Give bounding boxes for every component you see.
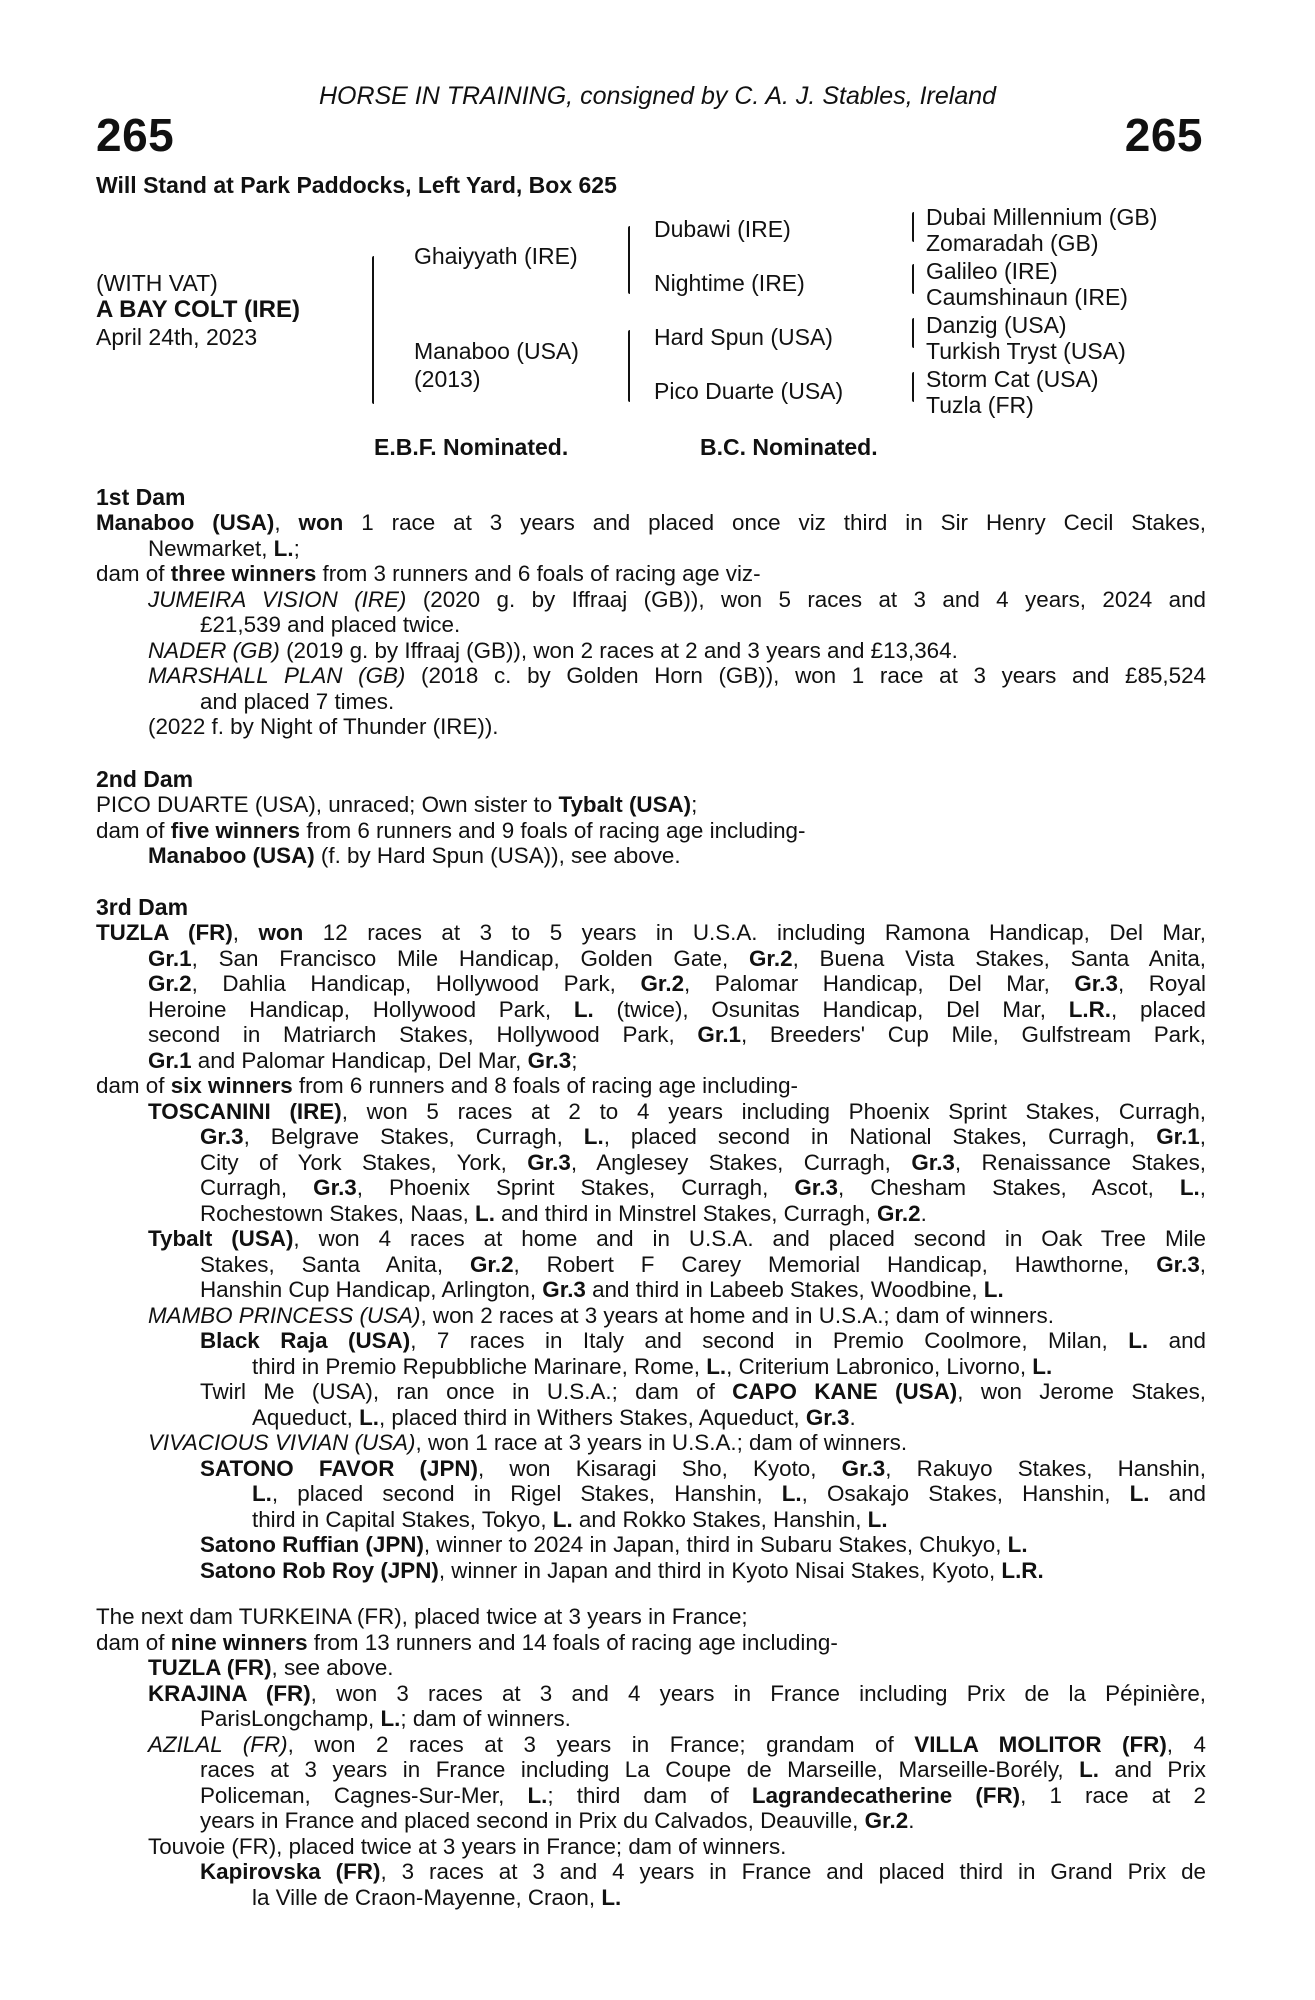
text-run: . <box>920 1200 927 1226</box>
text-run: Gr.3 <box>1156 1251 1200 1277</box>
stand-info: Will Stand at Park Paddocks, Left Yard, Box 625 <box>96 172 617 198</box>
pedigree-brace-g3 <box>912 318 914 348</box>
text-run: , winner in Japan and third in Kyoto Nisai Stakes, Kyoto, <box>438 1557 1002 1583</box>
pedigree-brace-g1 <box>912 212 914 242</box>
section-title: 3rd Dam <box>96 894 189 920</box>
text-line <box>96 1558 1206 1584</box>
text-run: KRAJINA (FR) <box>148 1680 311 1706</box>
text-run: , <box>1199 1124 1206 1149</box>
text-line <box>96 843 1206 869</box>
text-line <box>96 1226 1206 1252</box>
ebf-nomination: E.B.F. Nominated. <box>374 434 569 460</box>
text-run: second in Matriarch Stakes, Hollywood Park, <box>148 1022 698 1047</box>
text-run: L. <box>527 1782 548 1808</box>
text-run: Gr.2 <box>864 1808 909 1833</box>
text-run: CAPO KANE (USA) <box>732 1379 958 1404</box>
text-run: , placed third in Withers Stakes, Aqueduct, <box>378 1404 806 1430</box>
text-run: L. <box>983 1277 1004 1302</box>
text-run: Tybalt (USA) <box>148 1226 294 1251</box>
text-run: TOSCANINI (IRE) <box>148 1098 342 1124</box>
text-run: and third in Minstrel Stakes, Curragh, <box>494 1200 878 1226</box>
text-run: Gr.1 <box>148 945 192 971</box>
text-run: dam of <box>96 817 171 843</box>
text-run: , won Jerome Stakes, <box>957 1379 1206 1404</box>
text-run: Gr.3 <box>841 1455 886 1481</box>
text-run: L. <box>583 1124 604 1149</box>
text-run: L. <box>252 1481 272 1506</box>
text-run: , Buena Vista Stakes, Santa Anita, <box>792 945 1206 971</box>
text-run: , winner to 2024 in Japan, third in Subaru Stakes, Chukyo, <box>423 1532 1008 1557</box>
text-line <box>96 714 1206 740</box>
text-run: races at 3 years in France including La Coupe de Marseille, Marseille-Borély, <box>200 1757 1080 1782</box>
text-run: Gr.3 <box>1074 971 1118 996</box>
text-run: Gr.3 <box>805 1404 850 1430</box>
text-line <box>96 792 1206 818</box>
text-run: nine winners <box>170 1629 308 1655</box>
text-run: L. <box>1128 1328 1149 1353</box>
text-run: , won 4 races at home and in U.S.A. and placed second in Oak Tree Mile <box>293 1226 1206 1251</box>
text-run: won <box>258 920 304 945</box>
text-run: Gr.3 <box>527 1047 572 1073</box>
text-run: , Belgrave Stakes, Curragh, <box>243 1124 584 1149</box>
text-line <box>96 1150 1206 1176</box>
text-run: L. <box>573 996 594 1022</box>
text-run: , placed second in Rigel Stakes, Hanshin, <box>271 1481 782 1506</box>
ancestor-1: Dubai Millennium (GB) <box>926 204 1158 230</box>
text-run: AZILAL (FR) <box>148 1731 288 1757</box>
text-run: VIVACIOUS VIVIAN (USA) <box>148 1430 416 1455</box>
text-run: Manaboo (USA) <box>148 843 315 868</box>
text-run: . <box>849 1404 856 1430</box>
text-run: and placed 7 times. <box>200 688 395 714</box>
text-run: Gr.3 <box>542 1277 586 1302</box>
text-run: , Osakajo Stakes, Hanshin, <box>801 1481 1130 1506</box>
sire-dam: Nightime (IRE) <box>654 270 805 296</box>
text-run: L. <box>781 1481 802 1506</box>
text-run: Gr.3 <box>794 1175 838 1200</box>
text-line <box>96 1630 1206 1656</box>
ancestor-4: Caumshinaun (IRE) <box>926 284 1128 310</box>
text-run: Satono Ruffian (JPN) <box>200 1532 424 1557</box>
text-run: L. <box>1129 1481 1150 1506</box>
text-line <box>96 1252 1206 1278</box>
text-run: , placed second in National Stakes, Curragh, <box>603 1124 1157 1149</box>
text-run: L. <box>1079 1757 1100 1782</box>
text-run: , 3 races at 3 and 4 years in France and placed third in Grand Prix de <box>380 1859 1206 1884</box>
sire-sire: Dubawi (IRE) <box>654 216 791 242</box>
lot-number-left: 265 <box>96 109 175 161</box>
ancestor-2: Zomaradah (GB) <box>926 230 1099 256</box>
text-line <box>96 1604 1206 1630</box>
dam-dam: Pico Duarte (USA) <box>654 378 844 404</box>
text-run: SATONO FAVOR (JPN) <box>200 1455 479 1481</box>
text-line <box>96 997 1206 1023</box>
pedigree-brace-sire <box>628 226 630 294</box>
text-run: , 4 <box>1166 1731 1206 1757</box>
text-line <box>96 1175 1206 1201</box>
text-run: , San Francisco Mile Handicap, Golden Gate, <box>191 945 749 971</box>
text-run: , Renaissance Stakes, <box>954 1149 1206 1175</box>
text-run: TUZLA (FR) <box>96 920 233 945</box>
text-run: , Anglesey Stakes, Curragh, <box>570 1149 912 1175</box>
text-run: Curragh, <box>200 1175 314 1200</box>
text-line <box>96 1124 1206 1150</box>
text-run: and Palomar Handicap, Del Mar, <box>191 1047 528 1073</box>
section-title: 2nd Dam <box>96 766 194 792</box>
text-line <box>96 1757 1206 1783</box>
text-line <box>96 1834 1206 1860</box>
text-line <box>96 1379 1206 1405</box>
text-run: years in France and placed second in Prix du Calvados, Deauville, <box>200 1808 865 1833</box>
text-run: ; <box>293 535 300 561</box>
text-run: , <box>1199 1251 1206 1277</box>
text-line <box>96 612 1206 638</box>
text-run: from 13 runners and 14 foals of racing age including- <box>307 1629 838 1655</box>
section-next-dam <box>96 1604 1206 1910</box>
text-run: Gr.1 <box>148 1047 192 1073</box>
text-run: VILLA MOLITOR (FR) <box>914 1731 1167 1757</box>
text-run: L. <box>273 535 294 561</box>
text-run: Twirl Me (USA), ran once in U.S.A.; dam of <box>200 1379 733 1404</box>
text-run: ; third dam of <box>547 1782 752 1808</box>
text-run: Heroine Handicap, Hollywood Park, <box>148 996 574 1022</box>
pedigree-brace-g4 <box>912 372 914 402</box>
dam-name: Manaboo (USA) <box>414 338 579 364</box>
text-run: (2018 c. by Golden Horn (GB)), won 1 race at 3 years and £85,524 <box>405 663 1206 688</box>
text-run: L. <box>601 1884 622 1910</box>
text-run: Hanshin Cup Handicap, Arlington, <box>200 1277 543 1302</box>
ancestor-3: Galileo (IRE) <box>926 258 1058 284</box>
section-title: 1st Dam <box>96 484 186 510</box>
text-run: , Palomar Handicap, Del Mar, <box>684 971 1075 996</box>
text-run: , won 2 races at 3 years at home and in U.S.A.; dam of winners. <box>420 1302 1054 1328</box>
text-run: L. <box>359 1404 379 1430</box>
text-run: , won 2 races at 3 years in France; grandam of <box>287 1731 915 1757</box>
text-run: The next dam TURKEINA (FR), placed twice at 3 years in France; <box>96 1604 748 1629</box>
text-run: and Rokko Stakes, Hanshin, <box>572 1506 868 1532</box>
lot-number-right: 265 <box>1124 109 1203 161</box>
text-run: from 3 runners and 6 foals of racing age viz- <box>316 561 761 586</box>
text-line <box>96 1048 1206 1074</box>
text-run: , Dahlia Handicap, Hollywood Park, <box>191 971 641 996</box>
text-run: dam of <box>96 561 171 586</box>
bc-nomination: B.C. Nominated. <box>700 434 878 460</box>
text-run: Gr.2 <box>148 971 192 996</box>
section-body <box>96 510 1206 740</box>
text-run: ; <box>571 1047 578 1073</box>
text-line <box>96 1201 1206 1227</box>
text-run: Stakes, Santa Anita, <box>200 1251 470 1277</box>
text-run: Black Raja (USA) <box>200 1328 411 1353</box>
text-run: Gr.2 <box>748 945 793 971</box>
text-run: from 6 runners and 8 foals of racing age including- <box>292 1073 798 1098</box>
section-body <box>96 1604 1206 1910</box>
text-run: Gr.2 <box>640 971 685 996</box>
text-run: Gr.2 <box>469 1251 514 1277</box>
text-run: Gr.3 <box>527 1149 571 1175</box>
text-line <box>96 689 1206 715</box>
text-run: (2022 f. by Night of Thunder (IRE)). <box>148 714 499 739</box>
text-run: PICO DUARTE (USA), unraced; Own sister to <box>96 792 559 817</box>
text-line <box>96 1303 1206 1329</box>
text-run: , <box>232 920 259 945</box>
text-run: L.R. <box>1068 996 1112 1022</box>
text-run: L. <box>1032 1353 1053 1379</box>
text-run: , 7 races in Italy and second in Premio Coolmore, Milan, <box>410 1328 1129 1353</box>
text-run: Gr.3 <box>200 1124 244 1149</box>
text-run: , Criterium Labronico, Livorno, <box>726 1353 1033 1379</box>
text-run: L. <box>475 1200 495 1226</box>
text-run: Gr.3 <box>911 1149 955 1175</box>
text-run: and third in Labeeb Stakes, Woodbine, <box>585 1277 984 1302</box>
text-run: (2019 g. by Iffraaj (GB)), won 2 races at 2 and 3 years and £13,364. <box>279 637 958 663</box>
text-line <box>96 638 1206 664</box>
text-run: , Phoenix Sprint Stakes, Curragh, <box>356 1175 795 1200</box>
text-run: , Rakuyo Stakes, Hanshin, <box>885 1455 1206 1481</box>
text-run: , Royal <box>1117 971 1206 996</box>
text-line <box>96 1532 1206 1558</box>
text-run: Gr.1 <box>697 1022 741 1047</box>
text-line <box>96 1706 1206 1732</box>
text-line <box>96 587 1206 613</box>
text-line <box>96 561 1206 587</box>
text-line <box>96 1681 1206 1707</box>
text-run: Satono Rob Roy (JPN) <box>200 1557 439 1583</box>
text-line <box>96 1859 1206 1885</box>
text-line <box>96 1808 1206 1834</box>
dam-year: (2013) <box>414 366 481 392</box>
text-run: L. <box>706 1353 727 1379</box>
section-3rd-dam <box>96 894 1206 1583</box>
text-run: , <box>274 510 299 535</box>
text-run: from 6 runners and 9 foals of racing age including- <box>300 817 806 843</box>
section-body <box>96 920 1206 1583</box>
text-run: dam of <box>96 1073 171 1098</box>
text-run: and <box>1149 1481 1206 1506</box>
text-run: MARSHALL PLAN (GB) <box>148 663 406 688</box>
text-run: L.R. <box>1001 1557 1044 1583</box>
text-run: , 1 race at 2 <box>1020 1782 1206 1808</box>
text-line <box>96 1430 1206 1456</box>
text-run: MAMBO PRINCESS (USA) <box>148 1302 421 1328</box>
text-run: (twice), Osunitas Handicap, Del Mar, <box>593 996 1069 1022</box>
text-run: Manaboo (USA) <box>96 510 275 535</box>
ancestor-5: Danzig (USA) <box>926 312 1067 338</box>
text-run: TUZLA (FR) <box>148 1655 272 1680</box>
text-run: Newmarket, <box>148 535 274 561</box>
text-run: (f. by Hard Spun (USA)), see above. <box>314 843 681 868</box>
text-run: City of York Stakes, York, <box>200 1149 528 1175</box>
text-run: Gr.2 <box>877 1200 921 1226</box>
text-run: L. <box>1179 1175 1200 1200</box>
text-line <box>96 1885 1206 1911</box>
ancestor-8: Tuzla (FR) <box>926 392 1034 418</box>
text-run: £21,539 and placed twice. <box>200 612 461 637</box>
text-run: JUMEIRA VISION (IRE) <box>148 586 407 612</box>
header-caption: HORSE IN TRAINING, consigned by C. A. J. Stables, Ireland <box>318 82 997 110</box>
text-line <box>96 536 1206 562</box>
text-line <box>96 1073 1206 1099</box>
text-line <box>96 1456 1206 1482</box>
horse-name: A BAY COLT (IRE) <box>96 296 301 323</box>
text-line <box>96 1481 1206 1507</box>
text-line <box>96 818 1206 844</box>
text-run: three winners <box>170 561 317 586</box>
text-run: Aqueduct, <box>252 1404 360 1430</box>
text-run: Kapirovska (FR) <box>200 1859 381 1884</box>
text-run: , <box>1199 1175 1206 1200</box>
text-run: six winners <box>170 1073 293 1098</box>
text-line <box>96 920 1206 946</box>
text-run: and <box>1148 1328 1206 1353</box>
text-run: L. <box>867 1506 888 1532</box>
sire-name: Ghaiyyath (IRE) <box>414 243 578 269</box>
text-run: and Prix <box>1099 1757 1206 1782</box>
ancestor-6: Turkish Tryst (USA) <box>926 338 1126 364</box>
text-run: third in Premio Repubbliche Marinare, Rome, <box>252 1353 707 1379</box>
text-line <box>96 1405 1206 1431</box>
text-line <box>96 1277 1206 1303</box>
text-run: , see above. <box>271 1655 394 1680</box>
text-run: ; <box>691 792 698 817</box>
dam-sire: Hard Spun (USA) <box>654 324 833 350</box>
text-line <box>96 1022 1206 1048</box>
text-run: ; dam of winners. <box>400 1706 571 1731</box>
pedigree-brace-g2 <box>912 264 914 294</box>
text-run: (2020 g. by Iffraaj (GB)), won 5 races at 3 and 4 years, 2024 and <box>406 586 1206 612</box>
text-line <box>96 510 1206 536</box>
ancestor-7: Storm Cat (USA) <box>926 366 1099 392</box>
text-line <box>96 1783 1206 1809</box>
text-run: L. <box>552 1506 573 1532</box>
text-line <box>96 663 1206 689</box>
pedigree-brace-dam <box>628 330 630 402</box>
text-run: , placed <box>1111 996 1206 1022</box>
text-run: L. <box>1007 1532 1028 1557</box>
text-run: Gr.1 <box>1156 1124 1200 1149</box>
text-run: la Ville de Craon-Mayenne, Craon, <box>252 1884 602 1910</box>
text-run: Tybalt (USA) <box>558 792 692 817</box>
text-line <box>96 1655 1206 1681</box>
text-run: dam of <box>96 1629 171 1655</box>
text-line <box>96 1732 1206 1758</box>
text-run: 1 race at 3 years and placed once viz third in Sir Henry Cecil Stakes, <box>343 510 1206 535</box>
text-run: , Chesham Stakes, Ascot, <box>837 1175 1180 1200</box>
text-run: Policeman, Cagnes-Sur-Mer, <box>200 1782 528 1808</box>
text-run: Rochestown Stakes, Naas, <box>200 1200 476 1226</box>
pedigree-brace-main <box>372 256 374 404</box>
text-run: Gr.3 <box>313 1175 357 1200</box>
text-run: 12 races at 3 to 5 years in U.S.A. including Ramona Handicap, Del Mar, <box>303 920 1206 945</box>
vat-note: (WITH VAT) <box>96 270 218 296</box>
text-run: . <box>908 1808 915 1833</box>
text-line <box>96 971 1206 997</box>
text-line <box>96 946 1206 972</box>
text-run: , won 3 races at 3 and 4 years in France including Prix de la Pépinière, <box>310 1680 1206 1706</box>
foaling-date: April 24th, 2023 <box>96 324 258 350</box>
section-body <box>96 792 1206 869</box>
text-run: , Robert F Carey Memorial Handicap, Hawthorne, <box>513 1251 1157 1277</box>
text-run: , won 1 race at 3 years in U.S.A.; dam of winners. <box>415 1430 908 1455</box>
text-run: five winners <box>170 817 301 843</box>
text-run: , won Kisaragi Sho, Kyoto, <box>478 1455 842 1481</box>
text-line <box>96 1354 1206 1380</box>
text-line <box>96 1328 1206 1354</box>
section-2nd-dam <box>96 766 1206 869</box>
text-run: Lagrandecatherine (FR) <box>751 1782 1021 1808</box>
text-line <box>96 1507 1206 1533</box>
text-run: third in Capital Stakes, Tokyo, <box>252 1506 553 1532</box>
section-1st-dam <box>96 484 1206 740</box>
text-run: , Breeders' Cup Mile, Gulfstream Park, <box>741 1022 1206 1047</box>
text-run: , won 5 races at 2 to 4 years including Phoenix Sprint Stakes, Curragh, <box>341 1098 1206 1124</box>
text-run: NADER (GB) <box>148 637 280 663</box>
text-run: L. <box>380 1706 401 1731</box>
text-run: ParisLongchamp, <box>200 1706 381 1731</box>
text-line <box>96 1099 1206 1125</box>
text-run: won <box>298 510 344 535</box>
text-run: Touvoie (FR), placed twice at 3 years in France; dam of winners. <box>148 1833 787 1859</box>
